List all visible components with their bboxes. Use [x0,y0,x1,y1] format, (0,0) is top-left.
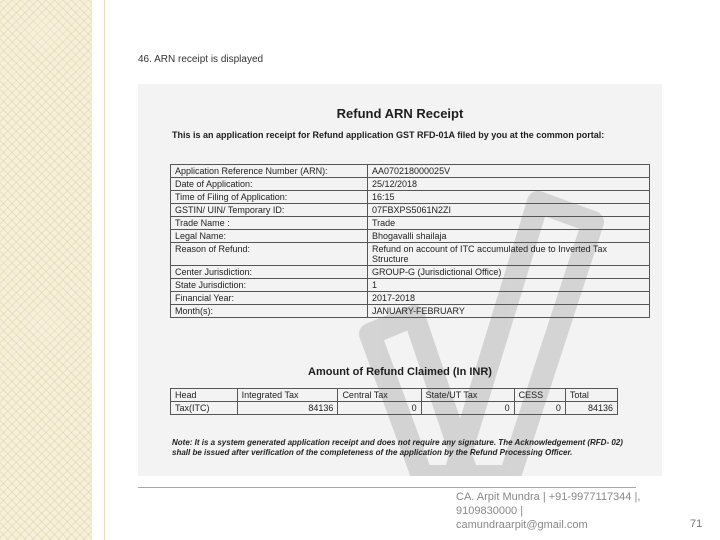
table-row [171,266,650,279]
amount-cell: 84136 [565,402,617,415]
detail-label: Center Jurisdiction: [171,266,368,279]
receipt-title: Refund ARN Receipt [336,106,464,121]
detail-value: Trade [368,217,650,230]
refund-amount-table [170,388,618,415]
amount-column-header: Total [565,389,617,402]
amount-cell: 84136 [237,402,338,415]
detail-value: 1 [368,279,650,292]
detail-value: 16:15 [368,191,650,204]
receipt-intro: This is an application receipt for Refund application GST RFD-01A filed by you at the common portal: [172,130,605,140]
decorative-side-strip [0,0,92,540]
detail-label: Legal Name: [171,230,368,243]
detail-value: GROUP-G (Jurisdictional Office) [368,266,650,279]
detail-label: Financial Year: [171,292,368,305]
table-row [171,217,650,230]
amount-column-header: CESS [514,389,565,402]
amount-cell: 0 [338,402,421,415]
footer-divider [138,487,636,488]
application-details-table [170,164,650,318]
detail-value: 07FBXPS5061N2ZI [368,204,650,217]
table-row [171,305,650,318]
page-number: 71 [690,518,703,530]
side-divider [104,0,105,540]
detail-label: Reason of Refund: [171,243,368,266]
footer-line: CA. Arpit Mundra | +91-9977117344 |, [456,491,641,503]
receipt-note: Note: It is a system generated application receipt and does not require any signature. The Acknowledgement (RFD- 02) shall be issued after verification of the completeness of the application by the Refund Processing Officer. [172,438,623,457]
amount-cell: 0 [514,402,565,415]
amount-column-header: Central Tax [338,389,421,402]
table-header-row [171,389,618,402]
detail-label: Time of Filing of Application: [171,191,368,204]
detail-value: 25/12/2018 [368,178,650,191]
amount-cell: Tax(ITC) [171,402,238,415]
table-row [171,165,650,178]
amount-column-header: State/UT Tax [421,389,514,402]
detail-value: AA070218000025V [368,165,650,178]
slide-heading: 46. ARN receipt is displayed [138,54,264,65]
amount-column-header: Integrated Tax [237,389,338,402]
table-row [171,279,650,292]
table-row [171,191,650,204]
table-row [171,292,650,305]
footer-email: camundraarpit@gmail.com [456,519,588,531]
detail-label: Month(s): [171,305,368,318]
detail-label: State Jurisdiction: [171,279,368,292]
detail-label: Trade Name : [171,217,368,230]
amount-cell: 0 [421,402,514,415]
detail-value: JANUARY-FEBRUARY [368,305,650,318]
table-row [171,204,650,217]
detail-label: GSTIN/ UIN/ Temporary ID: [171,204,368,217]
footer-contact [456,490,656,532]
table-row [171,178,650,191]
table-row [171,402,618,415]
amount-title: Amount of Refund Claimed (In INR) [308,366,492,378]
amount-column-header: Head [171,389,238,402]
detail-label: Application Reference Number (ARN): [171,165,368,178]
detail-label: Date of Application: [171,178,368,191]
detail-value: Refund on account of ITC accumulated due to Inverted Tax Structure [368,243,650,266]
detail-value: Bhogavalli shailaja [368,230,650,243]
footer-line: 9109830000 | [456,505,524,517]
refund-receipt-image [138,84,662,476]
table-row [171,230,650,243]
detail-value: 2017-2018 [368,292,650,305]
table-row [171,243,650,266]
